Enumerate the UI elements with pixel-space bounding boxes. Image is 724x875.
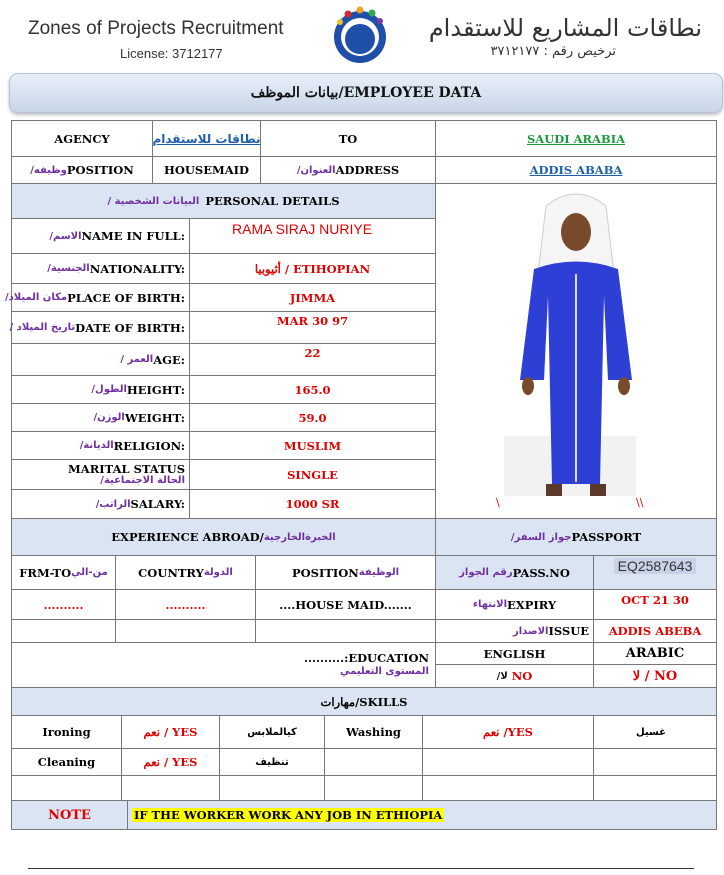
- religion-label-ar: الديانة/: [79, 440, 114, 451]
- skills-empty-cell: [594, 749, 717, 776]
- license-english: License: 3712177: [120, 46, 223, 61]
- age-label-en: AGE:: [153, 352, 185, 367]
- marital-status-label: [12, 460, 190, 490]
- to-label: TO: [261, 121, 436, 157]
- expiry-label: [436, 590, 594, 620]
- position-exp-header: [256, 556, 436, 590]
- expiry-value: OCT 21 30: [594, 590, 717, 620]
- washing-ar: غسيل: [594, 716, 717, 749]
- license-arabic: ترخيص رقم : ٣٧١٢١٧٧: [490, 44, 616, 59]
- company-name-arabic: نطاقات المشاريع للاستقدام: [428, 14, 702, 42]
- position-label-ar: وظيفه/: [30, 164, 67, 176]
- issue-value: ADDIS ABEBA: [594, 620, 717, 643]
- english-value: [436, 665, 594, 688]
- marital-status-value: SINGLE: [190, 460, 436, 490]
- religion-label-en: RELIGION:: [113, 438, 185, 453]
- address-label-en: ADDRESS: [335, 163, 400, 177]
- name-value: RAMA SIRAJ NURIYE: [190, 219, 436, 254]
- education-label-en: ..........:EDUCATION: [304, 651, 429, 665]
- passport-no-value: [594, 556, 717, 590]
- marital-status-label-ar: الحالة الاجتماعية/: [100, 474, 185, 486]
- address-label: [261, 157, 436, 184]
- company-name-english: Zones of Projects Recruitment: [28, 18, 284, 39]
- passport-no-label-ar: رقم الجواز: [459, 567, 513, 578]
- passport-no-text: EQ2587643: [614, 558, 697, 574]
- page-title-banner: [9, 73, 723, 113]
- agency-value: نطاقات للاستقدام: [153, 121, 261, 157]
- arabic-label: ARABIC: [594, 643, 717, 665]
- issue-label-en: ISSUE: [548, 624, 589, 638]
- exp-empty-cell: [12, 620, 116, 643]
- skills-empty-cell: [12, 776, 122, 801]
- place-of-birth-label: [4, 284, 190, 312]
- religion-value: MUSLIM: [190, 432, 436, 460]
- note-label: NOTE: [12, 801, 128, 830]
- position-exp-value: ....HOUSE MAID.......: [256, 590, 436, 620]
- skills-empty-cell: [594, 776, 717, 801]
- salary-value: 1000 SR: [190, 490, 436, 519]
- date-of-birth-label: [9, 312, 190, 344]
- height-label: [12, 376, 190, 404]
- english-value-en: NO: [511, 669, 533, 683]
- skills-empty-cell: [423, 749, 594, 776]
- height-label-ar: الطول/: [91, 384, 127, 395]
- salary-label-en: SALARY:: [130, 497, 185, 511]
- place-of-birth-label-ar: مكان الميلاد/: [4, 292, 68, 303]
- cleaning-value: نعم / YES: [122, 749, 220, 776]
- height-label-en: HEIGHT:: [126, 382, 185, 397]
- ironing-label: Ironing: [12, 716, 122, 749]
- ironing-value: نعم / YES: [122, 716, 220, 749]
- expiry-label-en: EXPIRY: [507, 597, 557, 612]
- passport-header: [436, 519, 717, 556]
- skills-empty-cell: [122, 776, 220, 801]
- footer-divider: [28, 868, 694, 869]
- note-text-highlight: IF THE WORKER WORK ANY JOB IN ETHIOPIA: [134, 808, 443, 822]
- washing-label: Washing: [325, 716, 423, 749]
- place-of-birth-value: JIMMA: [190, 284, 436, 312]
- country-ar: الدولة: [203, 567, 233, 578]
- passport-no-label: [436, 556, 594, 590]
- frm-to-value: ..........: [12, 590, 116, 620]
- issue-label-ar: الاصدار: [512, 625, 549, 637]
- personal-details-en: PERSONAL DETAILS: [205, 194, 340, 208]
- weight-label: [12, 404, 190, 432]
- weight-label-ar: الوزن/: [93, 412, 125, 423]
- english-label: ENGLISH: [436, 643, 594, 665]
- ironing-ar: كيالملابس: [220, 716, 325, 749]
- photo-mark-left: \: [496, 496, 500, 509]
- name-label-en: NAME IN FULL:: [81, 229, 185, 243]
- nationality-label-ar: الجنسية/: [47, 263, 90, 274]
- skills-empty-cell: [423, 776, 594, 801]
- age-label: [12, 344, 190, 376]
- position-label-en: POSITION: [66, 163, 134, 177]
- expiry-label-ar: الانتهاء: [472, 599, 508, 610]
- frm-to-ar: من-الي: [71, 567, 108, 578]
- issue-label: [436, 620, 594, 643]
- arabic-value: لا / NO: [594, 665, 717, 688]
- page-title: بيانات الموظف/EMPLOYEE DATA: [250, 85, 482, 101]
- skills-empty-cell: [220, 776, 325, 801]
- photo-mark-right: \\: [636, 496, 644, 509]
- personal-details-header: [12, 184, 436, 219]
- religion-label: [12, 432, 190, 460]
- to-value: SAUDI ARABIA: [436, 121, 717, 157]
- position-exp-en: POSITION: [291, 565, 359, 580]
- english-value-ar: لا/: [496, 670, 508, 682]
- skills-empty-cell: [325, 749, 423, 776]
- washing-value: نعم /YES: [423, 716, 594, 749]
- experience-abroad-header: [12, 519, 436, 556]
- employee-photo: [436, 184, 717, 519]
- date-of-birth-value: MAR 30 97: [190, 312, 436, 344]
- height-value: 165.0: [190, 376, 436, 404]
- name-label: [12, 219, 190, 254]
- position-value: HOUSEMAID: [153, 157, 261, 184]
- company-logo: [328, 4, 392, 68]
- personal-details-ar: البيانات الشخصية /: [107, 195, 200, 207]
- salary-label-ar: الراتب/: [95, 498, 131, 510]
- exp-empty-cell: [116, 620, 256, 643]
- marital-status-label-en: MARITAL STATUS: [68, 461, 185, 476]
- skills-header: مهارات/SKILLS: [12, 688, 717, 716]
- salary-label: [12, 490, 190, 519]
- weight-value: 59.0: [190, 404, 436, 432]
- passport-no-label-en: PASS.NO: [512, 565, 570, 580]
- address-value: ADDIS ABABA: [436, 157, 717, 184]
- education-label-ar: المستوى التعليمي: [340, 666, 429, 677]
- exp-empty-cell: [256, 620, 436, 643]
- weight-label-en: WEIGHT:: [124, 410, 185, 425]
- name-label-ar: الاسم/: [49, 230, 82, 242]
- age-label-ar: العمر /: [120, 354, 154, 365]
- nationality-label: [12, 254, 190, 284]
- nationality-value: أثيوبيا / ETIHOPIAN: [190, 254, 436, 284]
- date-of-birth-label-ar: تاريخ الميلاد /: [9, 322, 76, 333]
- frm-to-en: FRM-TO: [19, 565, 72, 580]
- address-label-ar: العنوان/: [296, 164, 336, 176]
- position-exp-ar: الوظيفة: [358, 567, 400, 578]
- frm-to-header: [12, 556, 116, 590]
- position-label: [12, 157, 153, 184]
- note-text: [128, 801, 717, 830]
- place-of-birth-label-en: PLACE OF BIRTH:: [67, 290, 185, 305]
- cleaning-label: Cleaning: [12, 749, 122, 776]
- country-value: ..........: [116, 590, 256, 620]
- country-en: COUNTRY: [138, 565, 204, 580]
- cleaning-ar: تنظيف: [220, 749, 325, 776]
- country-header: [116, 556, 256, 590]
- agency-label: AGENCY: [12, 121, 153, 157]
- experience-abroad-ar: الخبرةالخارجية: [263, 531, 336, 543]
- age-value: 22: [190, 344, 436, 376]
- passport-header-en: PASSPORT: [571, 530, 642, 544]
- date-of-birth-label-en: DATE OF BIRTH:: [75, 320, 185, 335]
- skills-empty-cell: [325, 776, 423, 801]
- passport-header-ar: جواز السفر/: [510, 531, 572, 543]
- education-label: [12, 643, 436, 688]
- nationality-label-en: NATIONALITY:: [89, 261, 185, 276]
- experience-abroad-en: EXPERIENCE ABROAD/: [111, 530, 264, 544]
